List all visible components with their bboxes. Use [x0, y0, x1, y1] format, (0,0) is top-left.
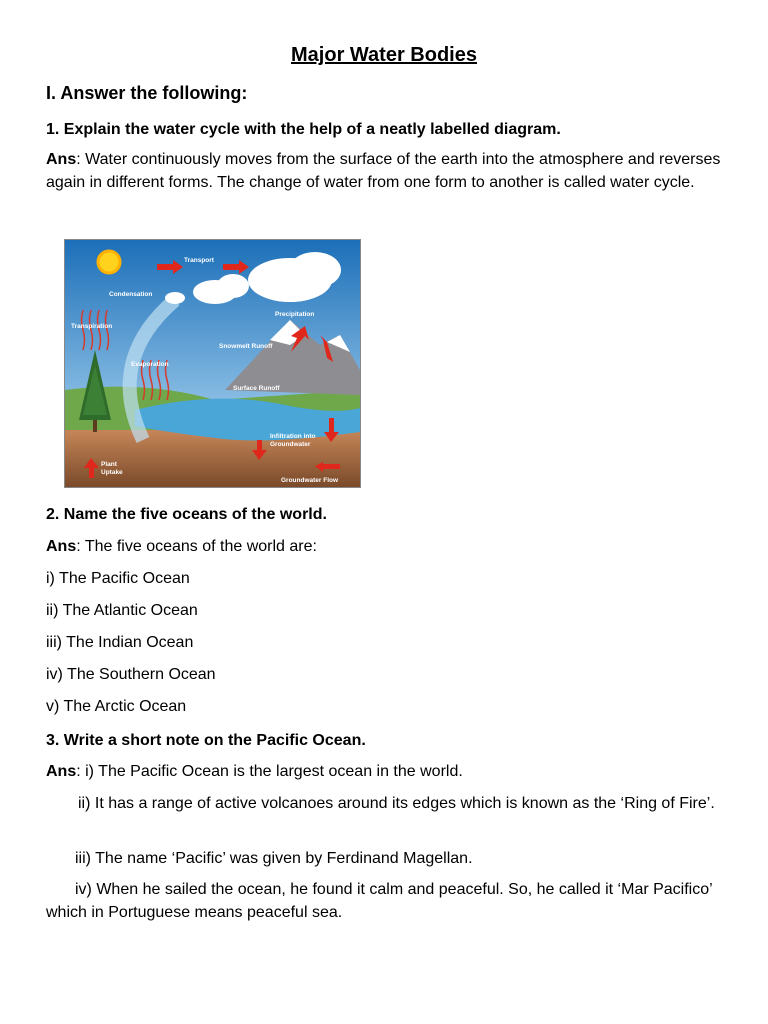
label-surface-runoff: Surface Runoff [233, 385, 280, 392]
question-2: 2. Name the five oceans of the world. [46, 506, 327, 523]
answer-3-point-3: iii) The name ‘Pacific’ was given by Ferdinand Magellan. [75, 850, 473, 867]
sun-icon [98, 251, 120, 273]
answer-3 [46, 760, 726, 783]
answer-label: Ans [46, 151, 77, 168]
label-plant-2: Uptake [101, 469, 123, 476]
tree-trunk [93, 420, 97, 432]
label-infiltration-2: Groundwater [270, 441, 311, 448]
answer-label: Ans [46, 538, 77, 555]
answer-3-point-2: ii) It has a range of active volcanoes around its edges which is known as the ‘Ring of Fire’. [78, 795, 715, 812]
label-groundwater-flow: Groundwater Flow [281, 477, 339, 484]
question-1: 1. Explain the water cycle with the help of a neatly labelled diagram. [46, 121, 561, 138]
label-transpiration: Transpiration [71, 323, 113, 330]
question-3: 3. Write a short note on the Pacific Ocean. [46, 732, 366, 749]
list-item: i) The Pacific Ocean [46, 570, 190, 587]
label-snowmelt: Snowmelt Runoff [219, 343, 273, 350]
label-infiltration-1: Infiltration into [270, 433, 316, 440]
answer-label: Ans [46, 763, 77, 780]
label-precipitation: Precipitation [275, 311, 315, 318]
label-condensation: Condensation [109, 291, 153, 298]
answer-1-text: : Water continuously moves from the surface of the earth into the atmosphere and reverses again in different forms. The change of water from one form to another is called water cycle. [46, 151, 721, 191]
list-item: iv) The Southern Ocean [46, 666, 216, 683]
answer-2-text: : The five oceans of the world are: [76, 538, 317, 555]
list-item: v) The Arctic Ocean [46, 698, 187, 715]
list-item: ii) The Atlantic Ocean [46, 602, 198, 619]
answer-1 [46, 148, 726, 194]
water-cycle-diagram [64, 239, 361, 488]
label-transport: Transport [184, 257, 214, 264]
answer-3-point-4: iv) When he sailed the ocean, he found it calm and peaceful. So, he called it ‘Mar Pacifico’ which in Portuguese means peaceful sea. [46, 881, 713, 921]
answer-3-point-1: : i) The Pacific Ocean is the largest ocean in the world. [76, 763, 463, 780]
section-heading: I. Answer the following: [46, 83, 248, 103]
page-title: Major Water Bodies [291, 44, 477, 66]
water-cycle-illustration [65, 240, 360, 487]
list-item: iii) The Indian Ocean [46, 634, 194, 651]
answer-2 [46, 535, 726, 558]
label-evaporation: Evaporation [131, 361, 169, 368]
label-plant-1: Plant [101, 461, 117, 468]
